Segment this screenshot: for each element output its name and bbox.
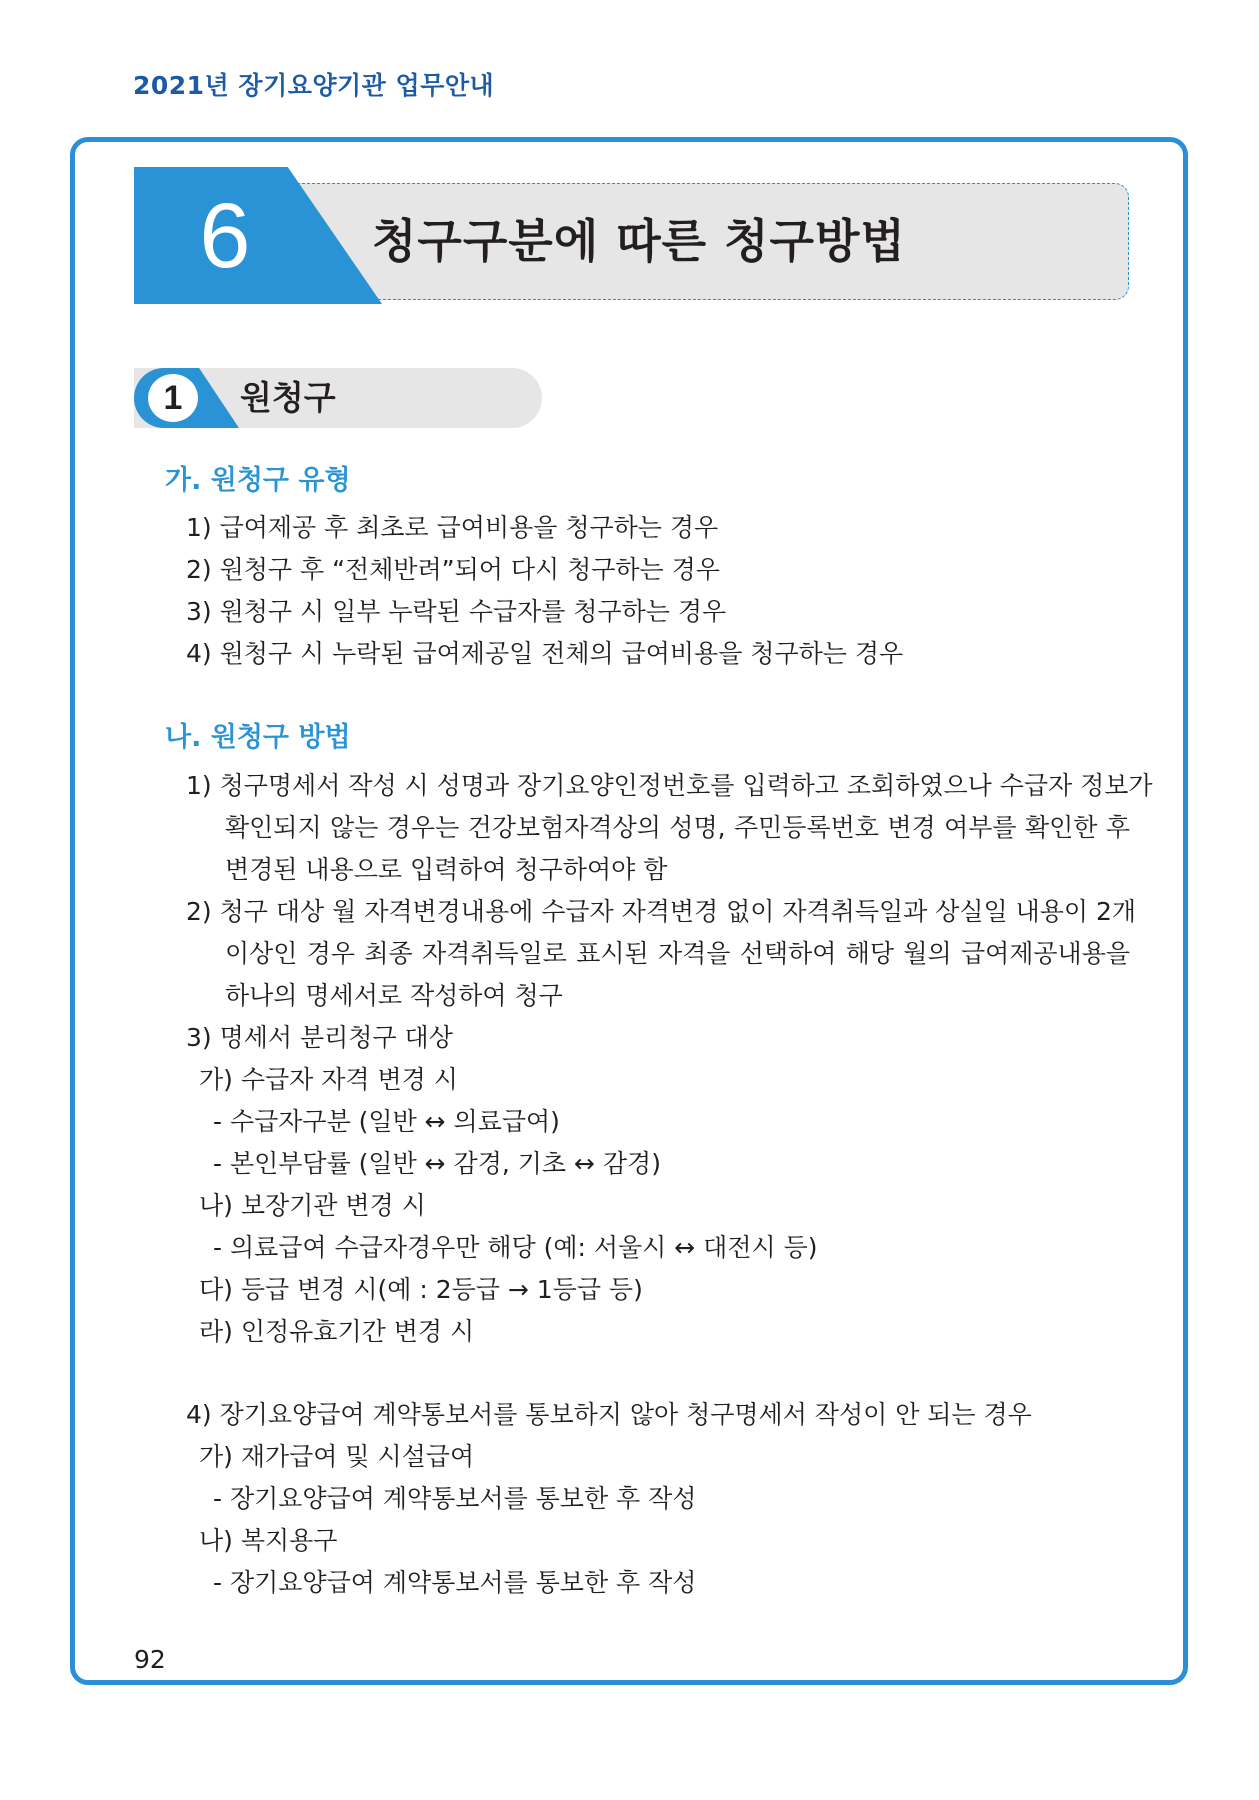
list-item: 3) 명세서 분리청구 대상 — [186, 1023, 453, 1052]
list-item: - 장기요양급여 계약통보서를 통보한 후 작성 — [213, 1568, 697, 1597]
subheading-claim-types: 가. 원청구 유형 — [165, 465, 351, 496]
paragraph-line: 변경된 내용으로 입력하여 청구하여야 함 — [225, 855, 668, 884]
paragraph-line: 하나의 명세서로 작성하여 청구 — [225, 981, 563, 1010]
list-item: - 수급자구분 (일반 ↔ 의료급여) — [213, 1107, 560, 1136]
list-item: 나) 보장기관 변경 시 — [199, 1191, 426, 1220]
list-item: 라) 인정유효기간 변경 시 — [199, 1317, 475, 1346]
list-item: 다) 등급 변경 시(예 : 2등급 → 1등급 등) — [199, 1275, 643, 1304]
list-item: 4) 장기요양급여 계약통보서를 통보하지 않아 청구명세서 작성이 안 되는 경우 — [186, 1400, 1032, 1429]
list-item: - 의료급여 수급자경우만 해당 (예: 서울시 ↔ 대전시 등) — [213, 1233, 818, 1262]
paragraph-line: 이상인 경우 최종 자격취득일로 표시된 자격을 선택하여 해당 월의 급여제공내용을 — [225, 939, 1130, 968]
page-number: 92 — [134, 1645, 166, 1674]
list-item: 가) 수급자 자격 변경 시 — [199, 1065, 458, 1094]
list-item: 4) 원청구 시 누락된 급여제공일 전체의 급여비용을 청구하는 경우 — [186, 639, 904, 668]
list-item: 가) 재가급여 및 시설급여 — [199, 1442, 475, 1471]
list-item: 나) 복지용구 — [199, 1526, 338, 1555]
paragraph-line: 1) 청구명세서 작성 시 성명과 장기요양인정번호를 입력하고 조회하였으나 수급자 정보가 — [186, 771, 1153, 800]
paragraph-line: 2) 청구 대상 월 자격변경내용에 수급자 자격변경 없이 자격취득일과 상실일 내용이 2개 — [186, 897, 1137, 926]
chapter-title: 청구구분에 따른 청구방법 — [372, 214, 906, 268]
list-item: 2) 원청구 후 “전체반려”되어 다시 청구하는 경우 — [186, 555, 720, 584]
list-item: 1) 급여제공 후 최초로 급여비용을 청구하는 경우 — [186, 513, 719, 542]
subheading-claim-method: 나. 원청구 방법 — [165, 722, 351, 753]
running-head: 2021년 장기요양기관 업무안내 — [133, 71, 495, 100]
section-title: 원청구 — [240, 378, 336, 417]
paragraph-line: 확인되지 않는 경우는 건강보험자격상의 성명, 주민등록번호 변경 여부를 확인한 후 — [225, 813, 1130, 842]
section-number: 1 — [148, 374, 198, 422]
list-item: 3) 원청구 시 일부 누락된 수급자를 청구하는 경우 — [186, 597, 727, 626]
list-item: - 본인부담률 (일반 ↔ 감경, 기초 ↔ 감경) — [213, 1149, 661, 1178]
list-item: - 장기요양급여 계약통보서를 통보한 후 작성 — [213, 1484, 697, 1513]
chapter-number: 6 — [199, 185, 251, 287]
